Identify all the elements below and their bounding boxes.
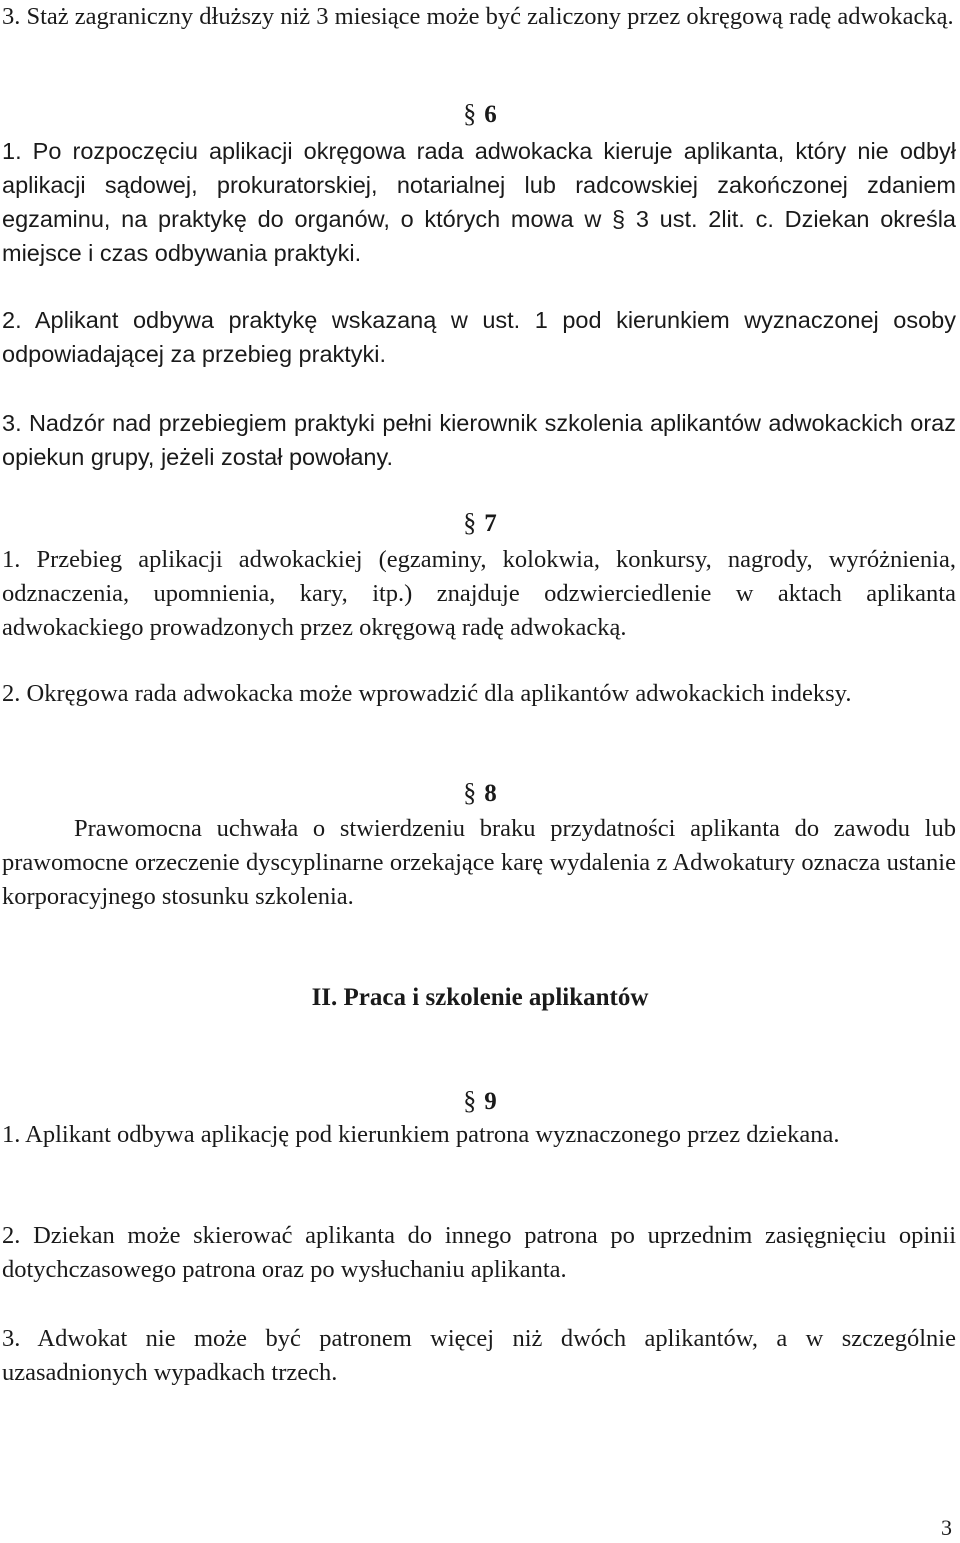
section-8-heading (0, 777, 960, 810)
section-7-heading (0, 507, 960, 540)
section-sign: § (463, 99, 477, 128)
chapter-heading: II. Praca i szkolenie aplikantów (311, 984, 649, 1011)
section-number: 9 (484, 1088, 497, 1115)
paragraph-6-2: 2. Aplikant odbywa praktykę wskazaną w ust. 1 pod kierunkiem wyznaczonej osoby odpowiadającej za przebieg praktyki. (2, 307, 956, 367)
section-9-heading (0, 1085, 960, 1118)
paragraph-7-2: 2. Okręgowa rada adwokacka może wprowadzić dla aplikantów adwokackich indeksy. (2, 680, 852, 707)
paragraph-9-2: 2. Dziekan może skierować aplikanta do innego patrona po uprzednim zasięgnięciu opinii dotychczasowego patrona oraz po wysłuchaniu aplikanta. (2, 1222, 956, 1283)
paragraph-6-1: 1. Po rozpoczęciu aplikacji okręgowa rada adwokacka kieruje aplikanta, który nie odbył aplikacji sądowej, prokuratorskiej, notarialnej lub radcowskiej zakończonej zdaniem egzaminu, na praktykę do organów, o których mowa w § 3 ust. 2lit. c. Dziekan określa miejsce i czas odbywania praktyki. (2, 138, 956, 266)
paragraph-7-1: 1. Przebieg aplikacji adwokackiej (egzaminy, kolokwia, konkursy, nagrody, wyróżnienia, odznaczenia, upomnienia, kary, itp.) znajduje odzwierciedlenie w aktach aplikanta adwokackiego prowadzonych przez okręgową radę adwokacką. (2, 546, 956, 641)
page-number: 3 (941, 1515, 952, 1540)
paragraph-9-3: 3. Adwokat nie może być patronem więcej niż dwóch aplikantów, a w szczególnie uzasadnionych wypadkach trzech. (2, 1325, 956, 1386)
section-sign: § (463, 778, 477, 807)
section-sign: § (463, 508, 477, 537)
section-number: 6 (484, 101, 497, 128)
section-number: 7 (484, 510, 497, 537)
section-6-heading (0, 98, 960, 131)
paragraph-6-3: 3. Nadzór nad przebiegiem praktyki pełni kierownik szkolenia aplikantów adwokackich oraz opiekun grupy, jeżeli został powołany. (2, 410, 956, 470)
paragraph-9-1: 1. Aplikant odbywa aplikację pod kierunkiem patrona wyznaczonego przez dziekana. (2, 1121, 840, 1148)
paragraph-3-3: 3. Staż zagraniczny dłuższy niż 3 miesiące może być zaliczony przez okręgową radę adwokacką. (2, 3, 954, 30)
paragraph-8: Prawomocna uchwała o stwierdzeniu braku przydatności aplikanta do zawodu lub prawomocne orzeczenie dyscyplinarne orzekające karę wydalenia z Adwokatury oznacza ustanie korporacyjnego stosunku szkolenia. (2, 815, 956, 910)
section-sign: § (463, 1086, 477, 1115)
section-number: 8 (484, 780, 497, 807)
